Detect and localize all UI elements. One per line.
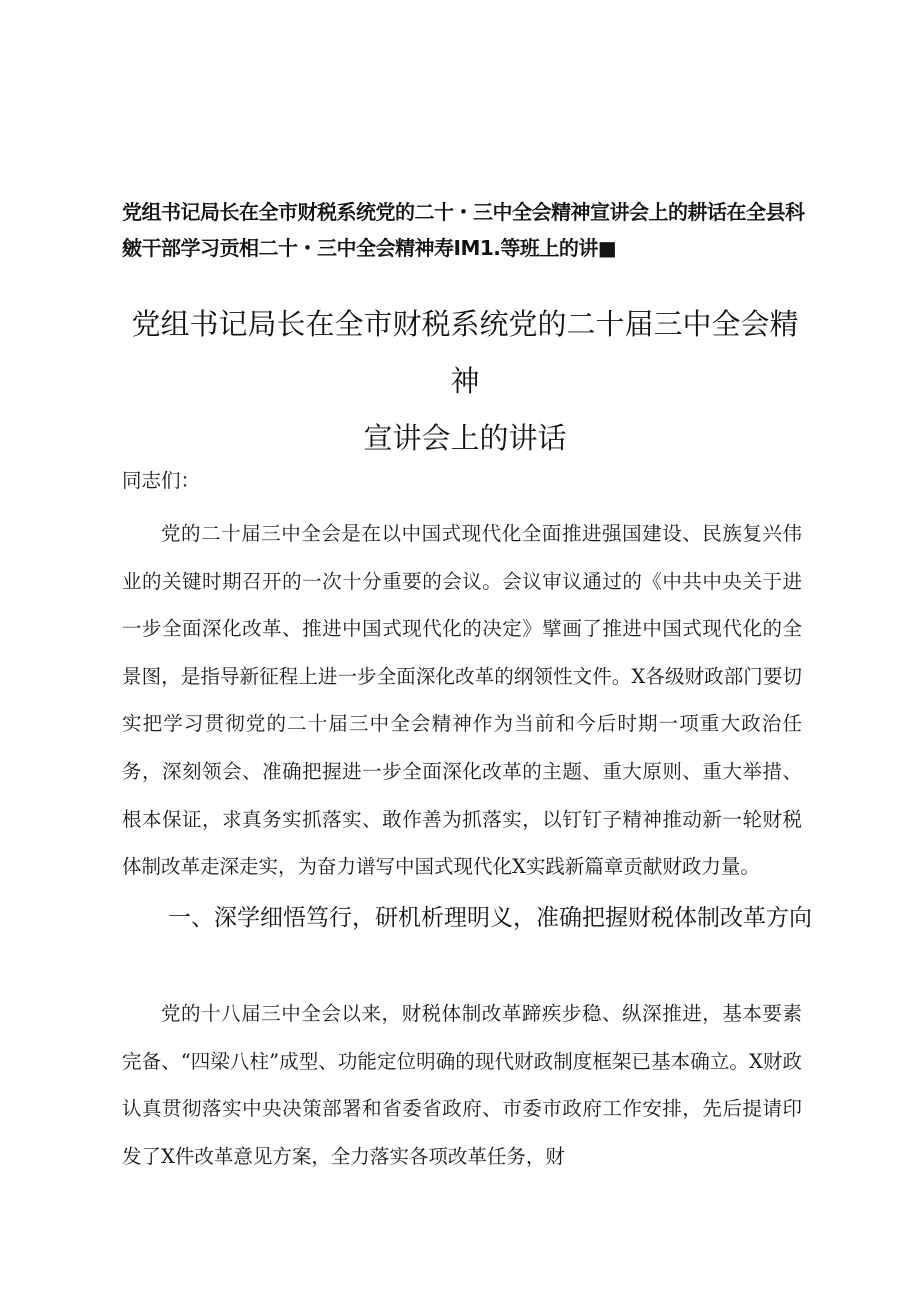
salutation: 同志们： (122, 469, 201, 492)
body-paragraph-1: 党的二十届三中全会是在以中国式现代化全面推进强国建设、民族复兴伟业的关键时期召开的一次十分重要的会议。会议审议通过的《中共中央关于进一步全面深化改革、推进中国式现代化的决定》擘画了推进中国式现代化的全景图，是指导新征程上进一步全面深化改革的纲领性文件。X各级财政部门要切实把学习贯彻党的二十届三中全会精神作为当前和今后时期一项重大政治任务，深刻领会、准确把握进一步全面深化改革的主题、重大原则、重大举措、根本保证，求真务实抓落实、敢作善为抓落实，以钉钉子精神推动新一轮财税体制改革走深走实，为奋力谱写中国式现代化X实践新篇章贡献财政力量。 (122, 522, 802, 879)
document-cover-title: 党组书记局长在全市财税系统党的二十・三中全会精神宣讲会上的耕话在全县科皴干部学习贡相二十・三中全会精神寿IM1.等班上的讲■ (122, 200, 805, 260)
section-heading-1: 一、深学细悟笃行，研机析理明义，准确把握财税体制改革方向 (168, 905, 812, 931)
speech-title-line-2: 宣讲会上的讲话 (363, 421, 567, 455)
speech-title (120, 296, 810, 467)
body-paragraph-2: 党的十八届三中全会以来，财税体制改革蹄疾步稳、纵深推进，基本要素完备、“四梁八柱”成型、功能定位明确的现代财政制度框架已基本确立。X财政认真贯彻落实中央决策部署和省委省政府、市委市政府工作安排，先后提请印发了X件改革意见方案，全力落实各项改革任务，财 (122, 1002, 802, 1168)
speech-title-line-1: 党组书记局长在全市财税系统党的二十届三中全会精神 (131, 307, 799, 398)
